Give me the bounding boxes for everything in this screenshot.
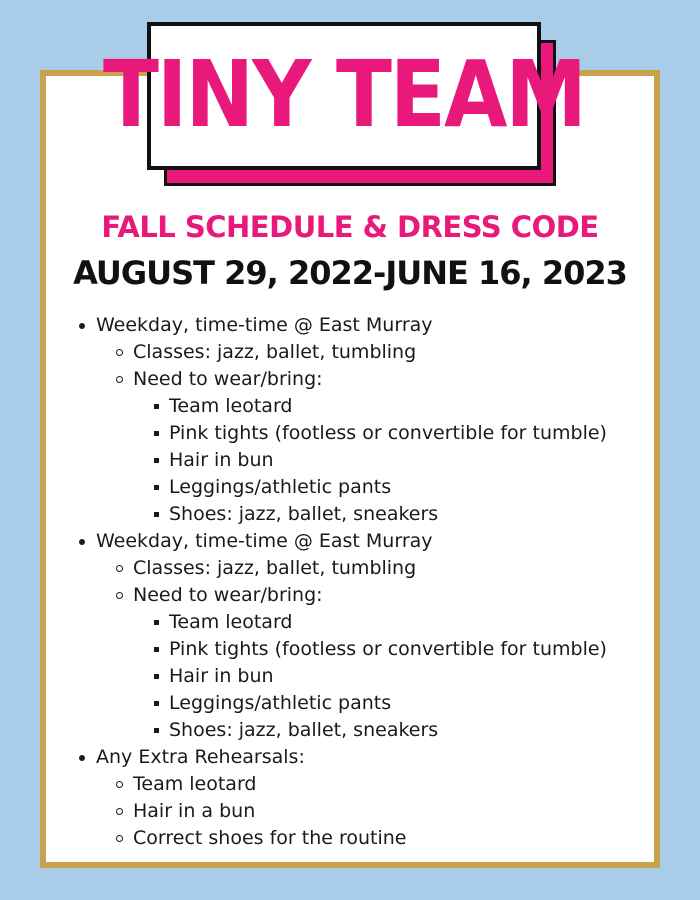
square-bullet-icon [154, 674, 159, 679]
list-item [169, 420, 607, 447]
list-item [96, 312, 433, 339]
list-item [169, 717, 438, 744]
list-item [133, 555, 416, 582]
list-item-text: Hair in bun [169, 449, 274, 471]
list-item-text: Weekday, time-time @ East Murray [96, 314, 433, 336]
list-item-text: Any Extra Rehearsals: [96, 746, 305, 768]
circle-bullet-icon [116, 349, 123, 356]
list-item-text: Shoes: jazz, ballet, sneakers [169, 503, 439, 525]
season-dates: AUGUST 29, 2022-JUNE 16, 2023 [73, 254, 627, 292]
list-item-text: Classes: jazz, ballet, tumbling [133, 557, 417, 579]
list-item [169, 690, 391, 717]
list-item-text: Hair in bun [169, 665, 274, 687]
list-item [169, 447, 274, 474]
list-item-text: Leggings/athletic pants [169, 692, 392, 714]
disc-bullet-icon [79, 539, 85, 545]
title-box [103, 22, 586, 170]
list-item [133, 825, 407, 852]
square-bullet-icon [154, 512, 159, 517]
list-item [133, 771, 256, 798]
list-item-text: Team leotard [169, 395, 293, 417]
circle-bullet-icon [116, 781, 123, 788]
list-item-text: Correct shoes for the routine [133, 827, 407, 849]
list-item [133, 366, 323, 393]
disc-bullet-icon [79, 323, 85, 329]
square-bullet-icon [154, 485, 159, 490]
square-bullet-icon [154, 404, 159, 409]
square-bullet-icon [154, 620, 159, 625]
list-item-text: Team leotard [169, 611, 293, 633]
disc-bullet-icon [79, 755, 85, 761]
list-item-text: Pink tights (footless or convertible for tumble) [169, 638, 607, 660]
square-bullet-icon [154, 431, 159, 436]
list-item [169, 474, 391, 501]
square-bullet-icon [154, 728, 159, 733]
list-item-text: Pink tights (footless or convertible for tumble) [169, 422, 607, 444]
flyer-title: TINY TEAM [103, 42, 586, 149]
list-item-text: Shoes: jazz, ballet, sneakers [169, 719, 439, 741]
list-item [169, 663, 274, 690]
list-item-text: Weekday, time-time @ East Murray [96, 530, 433, 552]
list-item [133, 798, 255, 825]
circle-bullet-icon [116, 835, 123, 842]
square-bullet-icon [154, 458, 159, 463]
circle-bullet-icon [116, 808, 123, 815]
list-item-text: Team leotard [133, 773, 257, 795]
list-item [133, 582, 323, 609]
list-item-text: Classes: jazz, ballet, tumbling [133, 341, 417, 363]
list-item [96, 528, 433, 555]
list-item [169, 501, 438, 528]
list-item [169, 609, 292, 636]
square-bullet-icon [154, 647, 159, 652]
circle-bullet-icon [116, 565, 123, 572]
schedule-subtitle: FALL SCHEDULE & DRESS CODE [101, 210, 599, 244]
square-bullet-icon [154, 701, 159, 706]
list-item [96, 744, 305, 771]
list-item [133, 339, 416, 366]
circle-bullet-icon [116, 376, 123, 383]
list-item [169, 636, 607, 663]
list-item-text: Need to wear/bring: [133, 584, 323, 606]
list-item [169, 393, 292, 420]
list-item-text: Hair in a bun [133, 800, 256, 822]
list-item-text: Leggings/athletic pants [169, 476, 392, 498]
list-item-text: Need to wear/bring: [133, 368, 323, 390]
circle-bullet-icon [116, 592, 123, 599]
